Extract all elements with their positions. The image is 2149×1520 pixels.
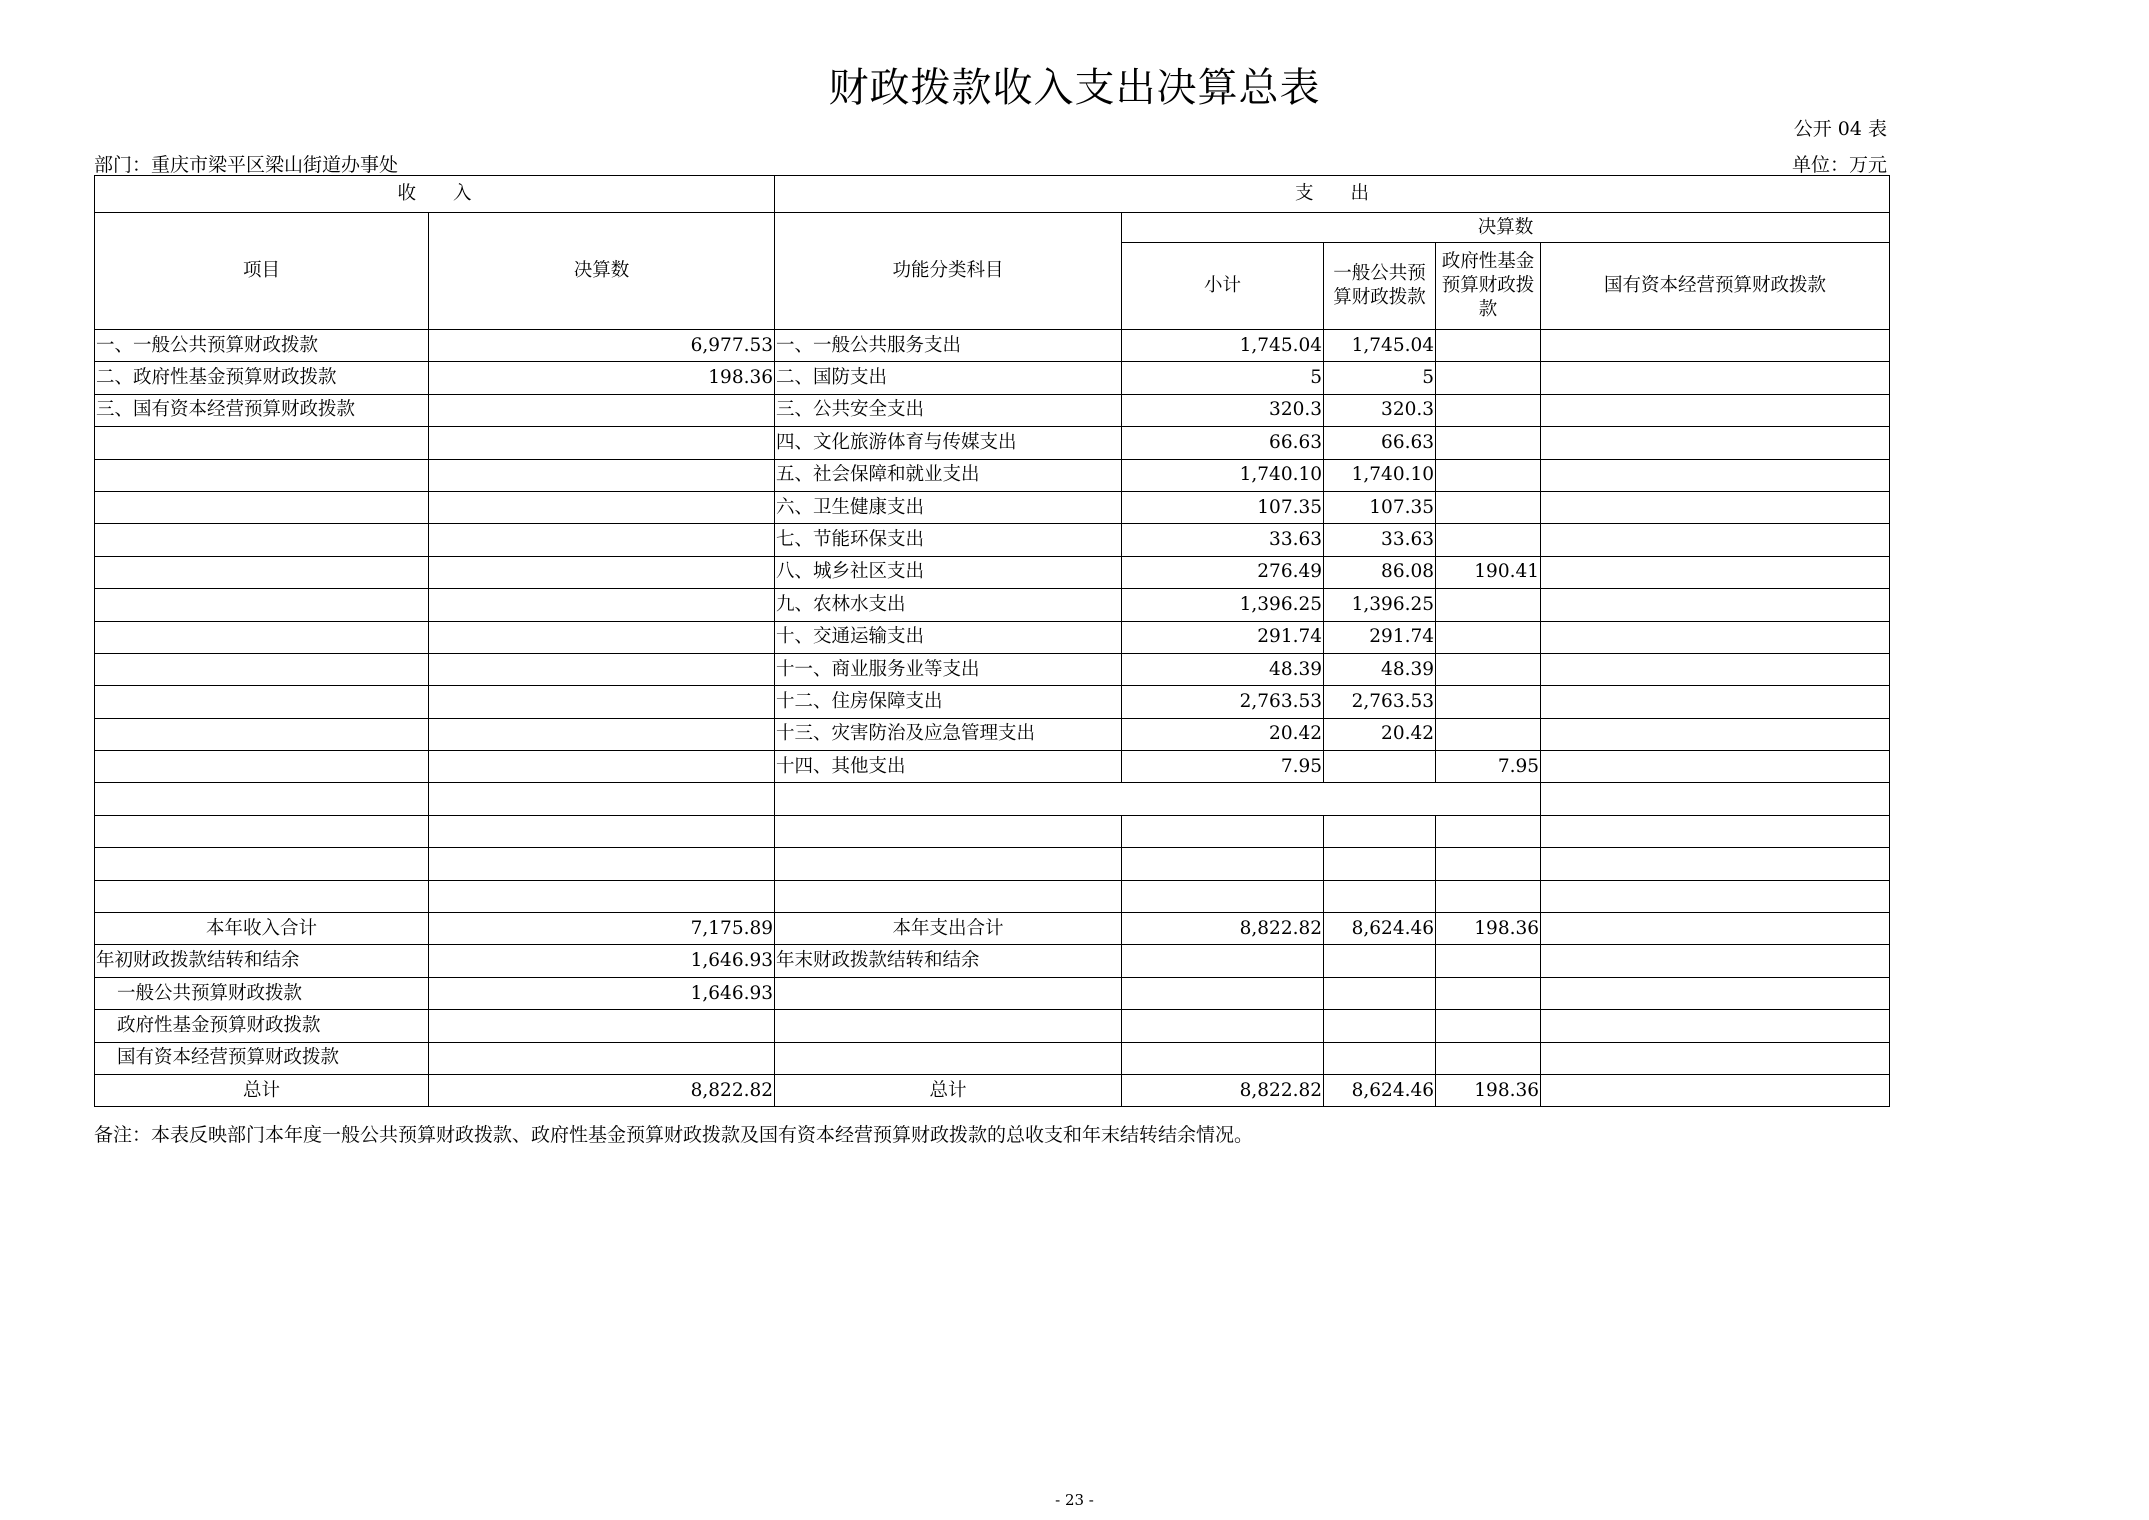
- page-number: - 23 -: [1055, 1491, 1094, 1509]
- income-item-cell: 三、国有资本经营预算财政拨款: [95, 394, 429, 426]
- subtotal-header: 小计: [1122, 243, 1324, 330]
- department-label: 部门：重庆市梁平区梁山街道办事处: [94, 154, 399, 176]
- blank-cell: [1122, 815, 1324, 847]
- begin-carry-label: 年初财政拨款结转和结余: [95, 945, 429, 977]
- state-capital-cell: [1541, 394, 1890, 426]
- income-item-cell: [95, 459, 429, 491]
- grand-total-label-left: 总计: [95, 1074, 429, 1106]
- income-amount-cell: [429, 556, 775, 588]
- grand-total-label-right: 总计: [775, 1074, 1122, 1106]
- item-header: 项目: [95, 213, 429, 330]
- blank-cell: [775, 783, 1541, 815]
- expense-item-cell: 十三、灾害防治及应急管理支出: [775, 718, 1122, 750]
- blank-cell: [1436, 815, 1541, 847]
- gov-fund-cell: [1436, 686, 1541, 718]
- gov-fund-cell: [1436, 491, 1541, 523]
- blank-cell: [1541, 783, 1890, 815]
- general-budget-cell: 291.74: [1324, 621, 1436, 653]
- begin-capital-label: 国有资本经营预算财政拨款: [95, 1042, 429, 1074]
- income-amount-cell: [429, 459, 775, 491]
- income-item-cell: [95, 653, 429, 685]
- year-total-row: [95, 913, 1890, 945]
- general-budget-cell: 2,763.53: [1324, 686, 1436, 718]
- income-item-cell: [95, 621, 429, 653]
- blank-cell: [1541, 1042, 1890, 1074]
- appropriation-summary-table: [94, 175, 1890, 1107]
- gov-fund-cell: [1436, 362, 1541, 394]
- grand-subtotal-value: 8,822.82: [1122, 1074, 1324, 1106]
- general-budget-cell: 5: [1324, 362, 1436, 394]
- subtotal-cell: 1,396.25: [1122, 589, 1324, 621]
- state-capital-cell: [1541, 362, 1890, 394]
- grand-general-value: 8,624.46: [1324, 1074, 1436, 1106]
- state-capital-header: 国有资本经营预算财政拨款: [1541, 243, 1890, 330]
- expense-item-cell: 四、文化旅游体育与传媒支出: [775, 427, 1122, 459]
- header-row-1: [95, 176, 1890, 213]
- subtotal-cell: 1,740.10: [1122, 459, 1324, 491]
- table-row: [95, 459, 1890, 491]
- expense-item-cell: 七、节能环保支出: [775, 524, 1122, 556]
- table-row: [95, 556, 1890, 588]
- expense-item-cell: 八、城乡社区支出: [775, 556, 1122, 588]
- gov-fund-cell: [1436, 621, 1541, 653]
- gov-fund-cell: [1436, 524, 1541, 556]
- blank-row: [95, 880, 1890, 912]
- subtotal-cell: 5: [1122, 362, 1324, 394]
- gov-fund-cell: [1436, 459, 1541, 491]
- income-amount-cell: [429, 718, 775, 750]
- expense-item-cell: 十四、其他支出: [775, 751, 1122, 783]
- income-amount-cell: 198.36: [429, 362, 775, 394]
- grand-total-row: [95, 1074, 1890, 1106]
- year-expense-subtotal: 8,822.82: [1122, 913, 1324, 945]
- subtotal-cell: 33.63: [1122, 524, 1324, 556]
- income-item-cell: 二、政府性基金预算财政拨款: [95, 362, 429, 394]
- grand-income-value: 8,822.82: [429, 1074, 775, 1106]
- income-amount-cell: [429, 427, 775, 459]
- subtotal-cell: 2,763.53: [1122, 686, 1324, 718]
- table-row: [95, 427, 1890, 459]
- expense-header: 支 出: [775, 176, 1890, 213]
- state-capital-cell: [1541, 556, 1890, 588]
- income-item-cell: [95, 524, 429, 556]
- gov-fund-cell: [1436, 427, 1541, 459]
- subtotal-cell: 66.63: [1122, 427, 1324, 459]
- begin-general-value: 1,646.93: [429, 977, 775, 1009]
- blank-cell: [1436, 945, 1541, 977]
- subtotal-cell: 291.74: [1122, 621, 1324, 653]
- blank-cell: [429, 783, 775, 815]
- year-expense-label: 本年支出合计: [775, 913, 1122, 945]
- final-amount-header: 决算数: [429, 213, 775, 330]
- blank-cell: [429, 1042, 775, 1074]
- carryover-row: [95, 945, 1890, 977]
- blank-cell: [1122, 945, 1324, 977]
- blank-cell: [1436, 880, 1541, 912]
- state-capital-cell: [1541, 589, 1890, 621]
- blank-cell: [1122, 977, 1324, 1009]
- grand-fund-value: 198.36: [1436, 1074, 1541, 1106]
- gov-fund-cell: 7.95: [1436, 751, 1541, 783]
- general-budget-cell: 48.39: [1324, 653, 1436, 685]
- year-expense-fund: 198.36: [1436, 913, 1541, 945]
- general-budget-cell: 66.63: [1324, 427, 1436, 459]
- blank-cell: [1541, 815, 1890, 847]
- blank-row: [95, 815, 1890, 847]
- blank-cell: [775, 848, 1122, 880]
- blank-cell: [1324, 848, 1436, 880]
- blank-cell: [1122, 1042, 1324, 1074]
- blank-cell: [775, 815, 1122, 847]
- blank-cell: [1541, 880, 1890, 912]
- income-amount-cell: 6,977.53: [429, 330, 775, 362]
- blank-cell: [1541, 1074, 1890, 1106]
- general-budget-header: 一般公共预算财政拨款: [1324, 243, 1436, 330]
- table-row: [95, 362, 1890, 394]
- general-budget-cell: 107.35: [1324, 491, 1436, 523]
- gov-fund-cell: 190.41: [1436, 556, 1541, 588]
- table-row: [95, 686, 1890, 718]
- general-budget-cell: 33.63: [1324, 524, 1436, 556]
- blank-cell: [1122, 1010, 1324, 1042]
- gov-fund-cell: [1436, 653, 1541, 685]
- blank-cell: [429, 848, 775, 880]
- income-item-cell: [95, 589, 429, 621]
- general-budget-cell: 1,396.25: [1324, 589, 1436, 621]
- begin-fund-label: 政府性基金预算财政拨款: [95, 1010, 429, 1042]
- blank-cell: [775, 880, 1122, 912]
- blank-cell: [95, 815, 429, 847]
- income-amount-cell: [429, 653, 775, 685]
- general-budget-cell: 1,740.10: [1324, 459, 1436, 491]
- subtotal-cell: 276.49: [1122, 556, 1324, 588]
- end-carry-label: 年末财政拨款结转和结余: [775, 945, 1122, 977]
- expense-item-cell: 六、卫生健康支出: [775, 491, 1122, 523]
- blank-cell: [1122, 848, 1324, 880]
- carryover-capital-row: [95, 1042, 1890, 1074]
- state-capital-cell: [1541, 686, 1890, 718]
- general-budget-cell: [1324, 751, 1436, 783]
- gov-fund-header: 政府性基金预算财政拨款: [1436, 243, 1541, 330]
- table-row: [95, 491, 1890, 523]
- blank-row: [95, 783, 1890, 815]
- blank-cell: [95, 848, 429, 880]
- blank-cell: [1324, 945, 1436, 977]
- year-income-value: 7,175.89: [429, 913, 775, 945]
- expense-item-cell: 一、一般公共服务支出: [775, 330, 1122, 362]
- state-capital-cell: [1541, 491, 1890, 523]
- blank-cell: [1436, 1042, 1541, 1074]
- general-budget-cell: 86.08: [1324, 556, 1436, 588]
- blank-cell: [1541, 913, 1890, 945]
- general-budget-cell: 320.3: [1324, 394, 1436, 426]
- table-row: [95, 524, 1890, 556]
- expense-item-cell: 二、国防支出: [775, 362, 1122, 394]
- state-capital-cell: [1541, 653, 1890, 685]
- expense-item-cell: 十一、商业服务业等支出: [775, 653, 1122, 685]
- blank-cell: [95, 783, 429, 815]
- gov-fund-cell: [1436, 330, 1541, 362]
- blank-cell: [1541, 945, 1890, 977]
- blank-cell: [429, 880, 775, 912]
- general-budget-cell: 1,745.04: [1324, 330, 1436, 362]
- blank-cell: [775, 1042, 1122, 1074]
- income-amount-cell: [429, 394, 775, 426]
- year-expense-general: 8,624.46: [1324, 913, 1436, 945]
- subtotal-cell: 107.35: [1122, 491, 1324, 523]
- gov-fund-cell: [1436, 394, 1541, 426]
- blank-cell: [1122, 880, 1324, 912]
- expense-item-cell: 三、公共安全支出: [775, 394, 1122, 426]
- income-item-cell: [95, 686, 429, 718]
- state-capital-cell: [1541, 718, 1890, 750]
- table-row: [95, 621, 1890, 653]
- blank-cell: [1324, 977, 1436, 1009]
- begin-general-label: 一般公共预算财政拨款: [95, 977, 429, 1009]
- state-capital-cell: [1541, 524, 1890, 556]
- blank-cell: [775, 1010, 1122, 1042]
- income-header: 收 入: [95, 176, 775, 213]
- subtotal-cell: 20.42: [1122, 718, 1324, 750]
- header-row-2: [95, 213, 1890, 243]
- carryover-general-row: [95, 977, 1890, 1009]
- gov-fund-cell: [1436, 718, 1541, 750]
- expense-item-cell: 十二、住房保障支出: [775, 686, 1122, 718]
- blank-cell: [1324, 1010, 1436, 1042]
- blank-row: [95, 848, 1890, 880]
- blank-cell: [775, 977, 1122, 1009]
- blank-cell: [1436, 1010, 1541, 1042]
- expense-item-cell: 十、交通运输支出: [775, 621, 1122, 653]
- table-row: [95, 718, 1890, 750]
- carryover-fund-row: [95, 1010, 1890, 1042]
- year-income-label: 本年收入合计: [95, 913, 429, 945]
- income-item-cell: [95, 751, 429, 783]
- state-capital-cell: [1541, 427, 1890, 459]
- income-amount-cell: [429, 621, 775, 653]
- income-item-cell: [95, 718, 429, 750]
- income-item-cell: [95, 556, 429, 588]
- table-row: [95, 751, 1890, 783]
- income-amount-cell: [429, 686, 775, 718]
- blank-cell: [1324, 880, 1436, 912]
- expense-item-cell: 五、社会保障和就业支出: [775, 459, 1122, 491]
- blank-cell: [1436, 848, 1541, 880]
- blank-cell: [1324, 1042, 1436, 1074]
- income-item-cell: [95, 427, 429, 459]
- blank-cell: [1324, 815, 1436, 847]
- subtotal-cell: 48.39: [1122, 653, 1324, 685]
- subtotal-cell: 1,745.04: [1122, 330, 1324, 362]
- expense-item-cell: 九、农林水支出: [775, 589, 1122, 621]
- form-number: 公开 04 表: [1793, 118, 1887, 140]
- state-capital-cell: [1541, 751, 1890, 783]
- blank-cell: [1541, 977, 1890, 1009]
- begin-carry-value: 1,646.93: [429, 945, 775, 977]
- report-title: 财政拨款收入支出决算总表: [828, 65, 1321, 111]
- state-capital-cell: [1541, 621, 1890, 653]
- unit-label: 单位：万元: [1791, 154, 1887, 176]
- income-item-cell: [95, 491, 429, 523]
- blank-cell: [1541, 1010, 1890, 1042]
- blank-cell: [95, 880, 429, 912]
- blank-cell: [1436, 977, 1541, 1009]
- blank-cell: [429, 815, 775, 847]
- blank-cell: [429, 1010, 775, 1042]
- general-budget-cell: 20.42: [1324, 718, 1436, 750]
- table-row: [95, 394, 1890, 426]
- income-amount-cell: [429, 491, 775, 523]
- income-amount-cell: [429, 524, 775, 556]
- table-row: [95, 589, 1890, 621]
- income-amount-cell: [429, 589, 775, 621]
- function-class-header: 功能分类科目: [775, 213, 1122, 330]
- blank-cell: [1541, 848, 1890, 880]
- state-capital-cell: [1541, 330, 1890, 362]
- table-row: [95, 330, 1890, 362]
- income-item-cell: 一、一般公共预算财政拨款: [95, 330, 429, 362]
- final-group-header: 决算数: [1122, 213, 1890, 243]
- subtotal-cell: 7.95: [1122, 751, 1324, 783]
- gov-fund-cell: [1436, 589, 1541, 621]
- table-row: [95, 653, 1890, 685]
- state-capital-cell: [1541, 459, 1890, 491]
- footnote: 备注：本表反映部门本年度一般公共预算财政拨款、政府性基金预算财政拨款及国有资本经营预算财政拨款的总收支和年末结转结余情况。: [94, 1124, 1254, 1146]
- income-amount-cell: [429, 751, 775, 783]
- subtotal-cell: 320.3: [1122, 394, 1324, 426]
